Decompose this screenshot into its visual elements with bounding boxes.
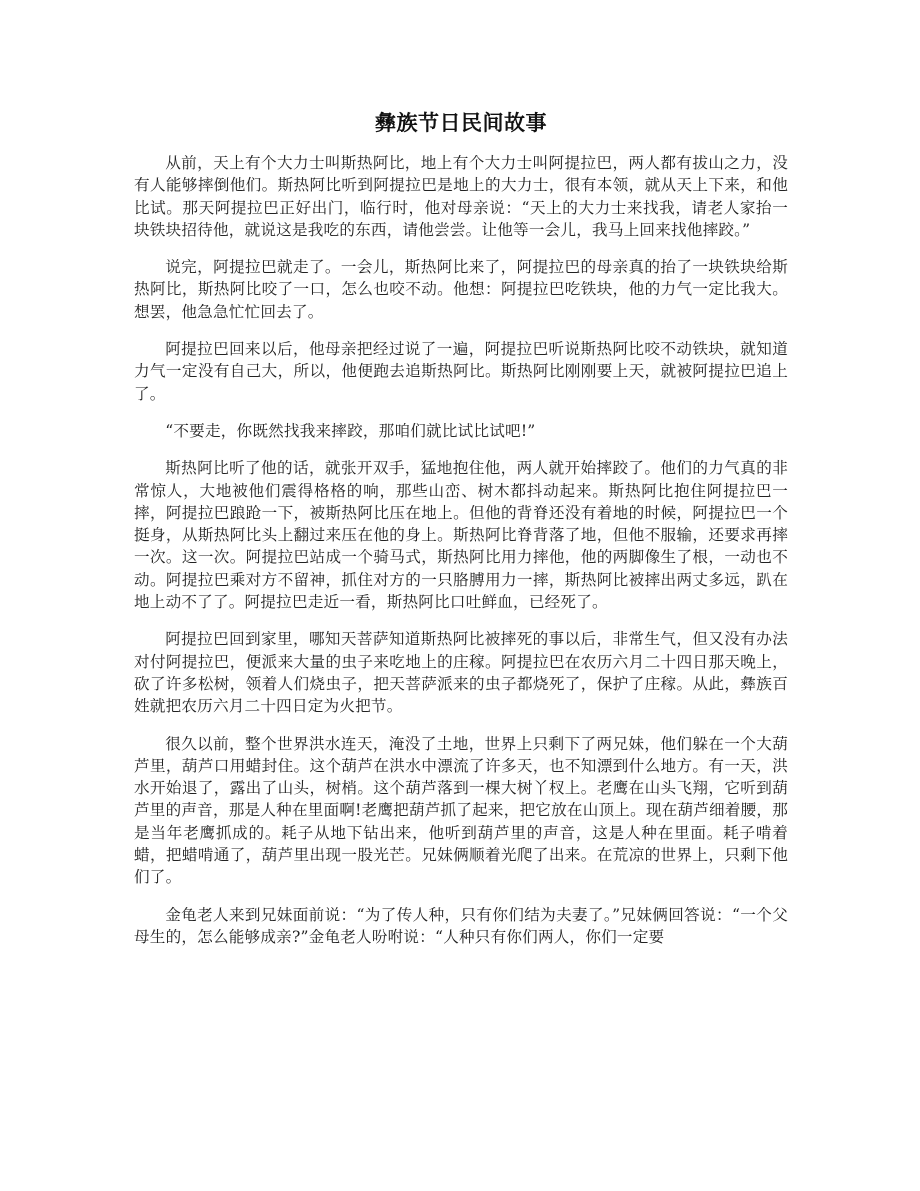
document-title: 彝族节日民间故事 — [375, 111, 547, 135]
paragraph-3: 阿提拉巴回来以后，他母亲把经过说了一遍，阿提拉巴听说斯热阿比咬不动铁块，就知道力气一定没有自己大，所以，他便跑去追斯热阿比。斯热阿比刚刚要上天，就被阿提拉巴追上了。 — [134, 340, 788, 403]
paragraph-8: 金龟老人来到兄妹面前说：“为了传人种，只有你们结为夫妻了。”兄妹俩回答说：“一个父母生的，怎么能够成亲?”金龟老人吩咐说：“人种只有你们两人，你们一定要 — [134, 905, 788, 946]
paragraph-6: 阿提拉巴回到家里，哪知天菩萨知道斯热阿比被摔死的事以后，非常生气，但又没有办法对付阿提拉巴，便派来大量的虫子来吃地上的庄稼。阿提拉巴在农历六月二十四日那天晚上，砍了许多松树，领着人们烧虫子，把天菩萨派来的虫子都烧死了，保护了庄稼。从此，彝族百姓就把农历六月二十四日定为火把节。 — [134, 630, 788, 716]
document-page — [134, 108, 788, 963]
paragraph-2: 说完，阿提拉巴就走了。一会儿，斯热阿比来了，阿提拉巴的母亲真的抬了一块铁块给斯热阿比，斯热阿比咬了一口，怎么也咬不动。他想：阿提拉巴吃铁块，他的力气一定比我大。想罢，他急急忙忙回去了。 — [134, 258, 788, 321]
paragraph-7: 很久以前，整个世界洪水连天，淹没了土地，世界上只剩下了两兄妹，他们躲在一个大葫芦里，葫芦口用蜡封住。这个葫芦在洪水中漂流了许多天，也不知漂到什么地方。有一天，洪水开始退了，露出了山头，树梢。这个葫芦落到一棵大树丫杈上。老鹰在山头飞翔，它听到葫芦里的声音，那是人种在里面啊!老鹰把葫芦抓了起来，把它放在山顶上。现在葫芦细着腰，那是当年老鹰抓成的。耗子从地下钻出来，他听到葫芦里的声音，这是人种在里面。耗子啃着蜡，把蜡啃通了，葫芦里出现一股光芒。兄妹俩顺着光爬了出来。在荒凉的世界上，只剩下他们了。 — [134, 734, 789, 887]
paragraph-5: 斯热阿比听了他的话，就张开双手，猛地抱住他，两人就开始摔跤了。他们的力气真的非常惊人，大地被他们震得格格的响，那些山峦、树木都抖动起来。斯热阿比抱住阿提拉巴一摔，阿提拉巴踉跄一下，被斯热阿比压在地上。但他的背脊还没有着地的时候，阿提拉巴一个挺身，从斯热阿比头上翻过来压在他的身上。斯热阿比脊背落了地，但他不服输，还要求再摔一次。这一次。阿提拉巴站成一个骑马式，斯热阿比用力摔他，他的两脚像生了根，一动也不动。阿提拉巴乘对方不留神，抓住对方的一只胳膊用力一摔，斯热阿比被摔出两丈多远，趴在地上动不了了。阿提拉巴走近一看，斯热阿比口吐鲜血，已经死了。 — [134, 459, 788, 612]
paragraph-4-dialogue: “不要走，你既然找我来摔跤，那咱们就比试比试吧!” — [165, 421, 536, 440]
paragraph-1: 从前，天上有个大力士叫斯热阿比，地上有个大力士叫阿提拉巴，两人都有拔山之力，没有人能够摔倒他们。斯热阿比听到阿提拉巴是地上的大力士，很有本领，就从天上下来，和他比试。那天阿提拉巴正好出门，临行时，他对母亲说：“天上的大力士来找我，请老人家抬一块铁块招待他，就说这是我吃的东西，请他尝尝。让他等一会儿，我马上回来找他摔跤。” — [134, 154, 788, 239]
